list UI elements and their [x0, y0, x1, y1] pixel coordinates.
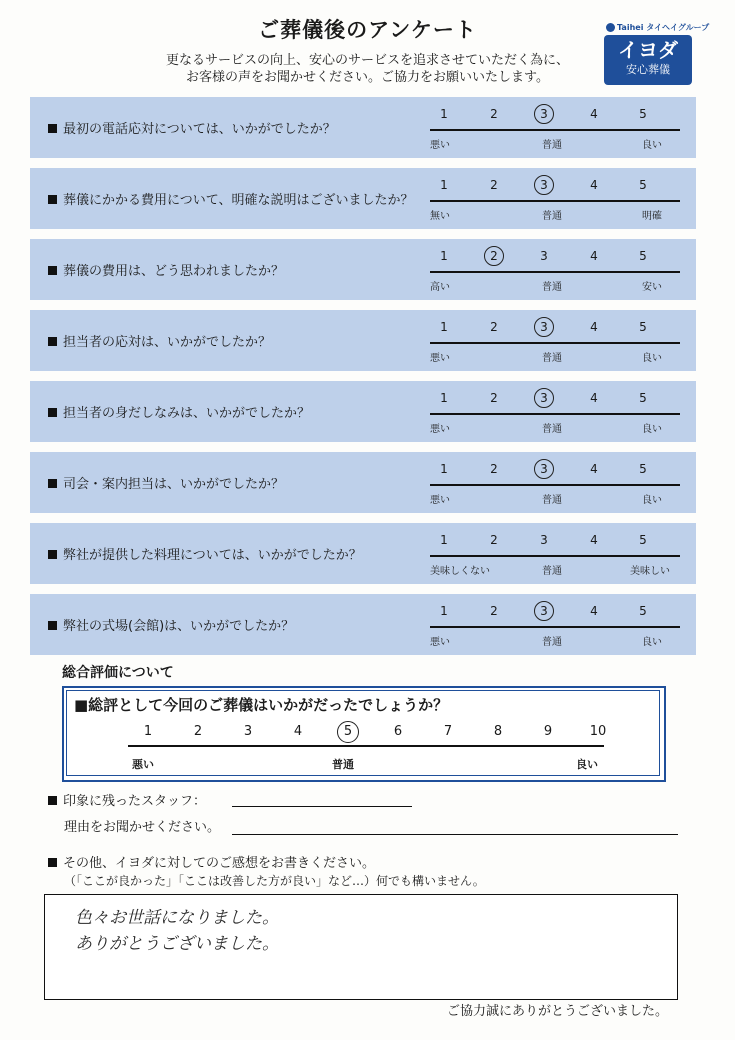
handwriting-line-1: 色々お世話になりました。 [75, 908, 279, 928]
overall-option-6[interactable]: 6 [393, 724, 403, 739]
comments-label: その他、イヨダに対してのご感想をお書きください。 [63, 856, 376, 871]
rating-scale-line [430, 413, 680, 415]
rating-option-1[interactable]: 1 [440, 604, 448, 618]
overall-label-good: 良い [576, 758, 598, 771]
rating-option-1[interactable]: 1 [440, 107, 448, 121]
rating-label-high: 良い [642, 424, 662, 435]
overall-evaluation-box [62, 686, 666, 782]
staff-answer-line[interactable] [232, 806, 412, 807]
question-text [48, 260, 284, 279]
question-label: 担当者の応対は、いかがでしたか？ [63, 335, 272, 350]
rating-option-3[interactable]: 3 [540, 178, 548, 192]
overall-option-7[interactable]: 7 [443, 724, 453, 739]
overall-option-2[interactable]: 2 [193, 724, 203, 739]
thanks-message: ご協力誠にありがとうございました。 [447, 1004, 669, 1019]
bullet-square-icon [48, 337, 57, 346]
selected-rating-circle [534, 459, 554, 479]
overall-option-9[interactable]: 9 [543, 724, 553, 739]
rating-label-mid: 普通 [542, 424, 562, 435]
rating-label-high: 美味しい [630, 566, 670, 577]
rating-option-3[interactable]: 3 [540, 462, 548, 476]
rating-label-low: 美味しくない [430, 566, 490, 577]
staff-label: 印象に残ったスタッフ： [63, 794, 207, 809]
question-text [48, 402, 310, 421]
rating-option-4[interactable]: 4 [590, 462, 598, 476]
overall-option-8[interactable]: 8 [493, 724, 503, 739]
reason-label: 理由をお聞かせください。 [64, 820, 221, 835]
brand-logo [604, 35, 692, 85]
rating-label-mid: 普通 [542, 353, 562, 364]
comment-box[interactable] [44, 894, 678, 1000]
overall-question: ■総評として今回のご葬儀はいかがだったでしょうか？ [74, 696, 449, 714]
rating-scale-line [430, 200, 680, 202]
rating-option-4[interactable]: 4 [590, 533, 598, 547]
question-row [30, 310, 696, 371]
rating-option-2[interactable]: 2 [490, 249, 498, 263]
question-label: 司会・案内担当は、いかがでしたか？ [63, 477, 285, 492]
rating-option-3[interactable]: 3 [540, 107, 548, 121]
rating-option-5[interactable]: 5 [639, 391, 647, 405]
overall-option-1[interactable]: 1 [143, 724, 153, 739]
handwriting-line-2: ありがとうございました。 [75, 934, 279, 954]
overall-option-10[interactable]: 10 [589, 724, 607, 739]
selected-rating-circle [534, 175, 554, 195]
intro-line-1: 更なるサービスの向上、安心のサービスを追求させていただく為に、 [165, 53, 569, 68]
overall-label-bad: 悪い [132, 758, 154, 771]
question-label: 葬儀にかかる費用について、明確な説明はございましたか？ [63, 193, 414, 208]
comments-prompt [48, 852, 375, 871]
rating-label-low: 悪い [430, 353, 450, 364]
rating-option-1[interactable]: 1 [440, 533, 448, 547]
selected-rating-circle [534, 317, 554, 337]
bullet-square-icon [48, 479, 57, 488]
rating-label-high: 明確 [642, 211, 662, 222]
reason-answer-line[interactable] [232, 834, 678, 835]
overall-label-normal: 普通 [332, 758, 354, 771]
rating-option-1[interactable]: 1 [440, 391, 448, 405]
overall-selected-circle [337, 721, 359, 743]
rating-option-2[interactable]: 2 [490, 391, 498, 405]
rating-option-3[interactable]: 3 [540, 604, 548, 618]
rating-label-low: 高い [430, 282, 450, 293]
comments-sub: （「ここが良かった」「ここは改善した方が良い」など…）何でも構いません。 [64, 874, 485, 888]
rating-option-5[interactable]: 5 [639, 604, 647, 618]
rating-label-mid: 普通 [542, 495, 562, 506]
rating-label-high: 良い [642, 495, 662, 506]
question-row [30, 523, 696, 584]
rating-option-4[interactable]: 4 [590, 249, 598, 263]
rating-label-high: 良い [642, 637, 662, 648]
overall-option-3[interactable]: 3 [243, 724, 253, 739]
group-logo-icon [606, 23, 615, 32]
rating-label-mid: 普通 [542, 637, 562, 648]
question-label: 最初の電話応対については、いかがでしたか？ [63, 122, 336, 137]
selected-rating-circle [534, 104, 554, 124]
question-row [30, 168, 696, 229]
bullet-square-icon [48, 858, 57, 867]
rating-option-2[interactable]: 2 [490, 462, 498, 476]
rating-label-mid: 普通 [542, 566, 562, 577]
question-text [48, 473, 284, 492]
rating-label-low: 悪い [430, 140, 450, 151]
rating-label-low: 悪い [430, 637, 450, 648]
question-label: 葬儀の費用は、どう思われましたか？ [63, 264, 285, 279]
question-row [30, 381, 696, 442]
rating-option-2[interactable]: 2 [490, 320, 498, 334]
rating-option-5[interactable]: 5 [639, 178, 647, 192]
rating-label-mid: 普通 [542, 282, 562, 293]
rating-label-high: 安い [642, 282, 662, 293]
rating-option-1[interactable]: 1 [440, 178, 448, 192]
rating-option-3[interactable]: 3 [540, 533, 548, 547]
rating-option-5[interactable]: 5 [639, 107, 647, 121]
overall-scale-line [128, 745, 604, 747]
rating-option-5[interactable]: 5 [639, 533, 647, 547]
staff-prompt [48, 790, 206, 809]
rating-option-3[interactable]: 3 [540, 249, 548, 263]
selected-rating-circle [534, 388, 554, 408]
rating-scale-line [430, 271, 680, 273]
question-text [48, 615, 294, 634]
bullet-square-icon [48, 266, 57, 275]
group-name: Taihei タイヘイグループ [617, 23, 710, 32]
rating-option-3[interactable]: 3 [540, 391, 548, 405]
rating-option-1[interactable]: 1 [440, 249, 448, 263]
question-text [48, 189, 413, 208]
rating-option-2[interactable]: 2 [490, 604, 498, 618]
bullet-square-icon [48, 195, 57, 204]
intro-line-2: お客様の声をお聞かせください。ご協力をお願いいたします。 [186, 70, 549, 85]
question-text [48, 118, 336, 137]
rating-label-mid: 普通 [542, 140, 562, 151]
rating-label-low: 悪い [430, 424, 450, 435]
bullet-square-icon [48, 796, 57, 805]
question-label: 弊社の式場(会館)は、いかがでしたか？ [63, 619, 295, 634]
rating-scale-line [430, 626, 680, 628]
rating-option-2[interactable]: 2 [490, 178, 498, 192]
rating-scale-line [430, 555, 680, 557]
question-text [48, 544, 362, 563]
rating-label-low: 悪い [430, 495, 450, 506]
question-row [30, 239, 696, 300]
question-row [30, 452, 696, 513]
bullet-square-icon [48, 621, 57, 630]
bullet-square-icon [48, 124, 57, 133]
rating-option-5[interactable]: 5 [639, 462, 647, 476]
rating-option-4[interactable]: 4 [590, 604, 598, 618]
rating-option-1[interactable]: 1 [440, 320, 448, 334]
brand-name: イヨダ [618, 38, 678, 62]
question-label: 担当者の身だしなみは、いかがでしたか？ [63, 406, 311, 421]
rating-option-4[interactable]: 4 [590, 391, 598, 405]
selected-rating-circle [534, 601, 554, 621]
overall-option-5[interactable]: 5 [343, 724, 353, 739]
bullet-square-icon [48, 408, 57, 417]
selected-rating-circle [484, 246, 504, 266]
rating-label-mid: 普通 [542, 211, 562, 222]
rating-option-4[interactable]: 4 [590, 178, 598, 192]
overall-section-title: 総合評価について [62, 665, 174, 681]
overall-option-4[interactable]: 4 [293, 724, 303, 739]
rating-label-high: 良い [642, 140, 662, 151]
rating-scale-line [430, 129, 680, 131]
page-title: ご葬儀後のアンケート [258, 18, 477, 42]
rating-scale-line [430, 342, 680, 344]
question-label: 弊社が提供した料理については、いかがでしたか？ [63, 548, 362, 563]
question-row [30, 594, 696, 655]
bullet-square-icon [48, 550, 57, 559]
rating-option-2[interactable]: 2 [490, 533, 498, 547]
rating-option-1[interactable]: 1 [440, 462, 448, 476]
rating-scale-line [430, 484, 680, 486]
rating-option-5[interactable]: 5 [639, 320, 647, 334]
rating-option-4[interactable]: 4 [590, 320, 598, 334]
group-logo [606, 22, 709, 33]
question-row [30, 97, 696, 158]
rating-option-2[interactable]: 2 [490, 107, 498, 121]
rating-option-4[interactable]: 4 [590, 107, 598, 121]
question-text [48, 331, 271, 350]
rating-label-high: 良い [642, 353, 662, 364]
brand-tagline: 安心葬儀 [626, 63, 670, 76]
rating-option-3[interactable]: 3 [540, 320, 548, 334]
rating-option-5[interactable]: 5 [639, 249, 647, 263]
rating-label-low: 無い [430, 211, 450, 222]
